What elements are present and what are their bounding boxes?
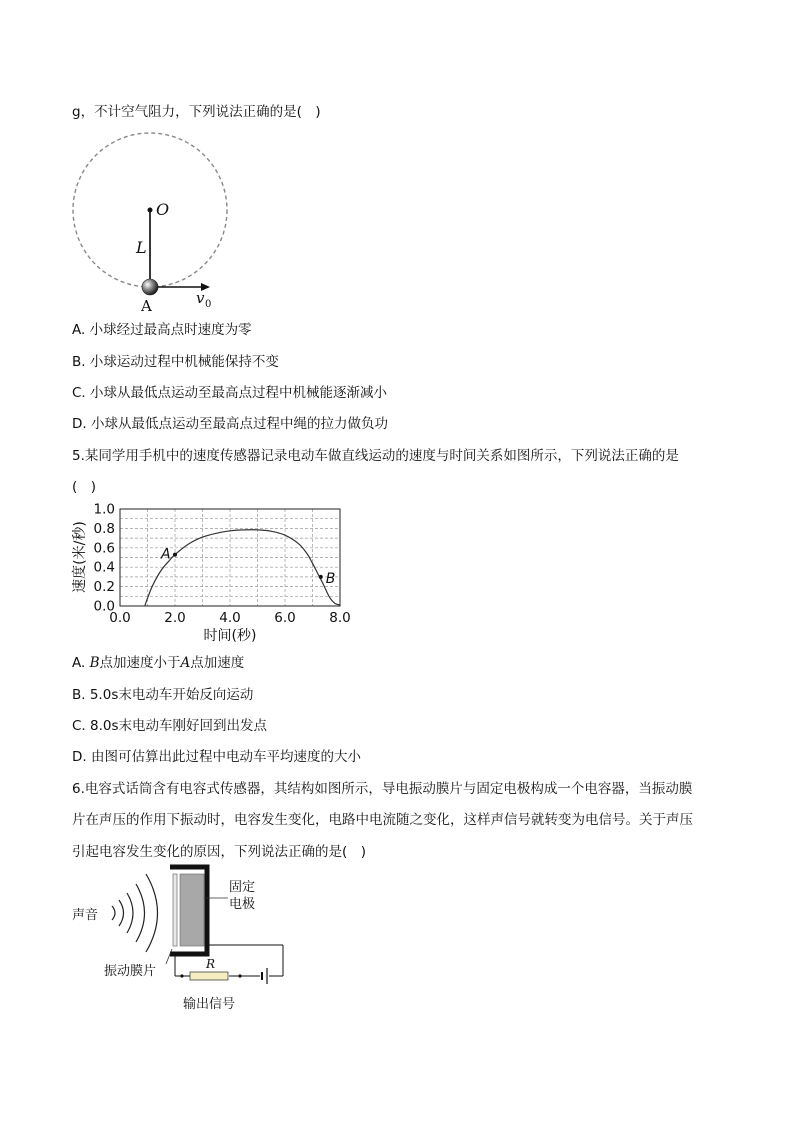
q5-option-a-var-a: A bbox=[180, 655, 191, 671]
sound-wave-3 bbox=[127, 893, 133, 933]
q5-stem-line2: ( ) bbox=[72, 479, 97, 495]
sound-wave-1 bbox=[112, 906, 115, 920]
resistor bbox=[190, 972, 228, 980]
velocity-subscript: 0 bbox=[205, 299, 212, 310]
electrode-label-2: 电极 bbox=[229, 897, 256, 912]
length-label: L bbox=[136, 238, 147, 257]
q5-option-b: B. 5.0s末电动车开始反向运动 bbox=[72, 687, 254, 703]
y-tick-label: 0.6 bbox=[93, 540, 115, 557]
q4-stem-tail: g，不计空气阻力，下列说法正确的是( ) bbox=[72, 104, 321, 120]
point-a-label: A bbox=[161, 546, 171, 563]
y-tick-label: 1.0 bbox=[93, 501, 115, 518]
q5-option-a-mid: 点加速度小于 bbox=[99, 655, 181, 671]
q5-option-c: C. 8.0s末电动车刚好回到出发点 bbox=[72, 718, 268, 734]
x-tick-label: 0.0 bbox=[109, 610, 131, 626]
q5-option-a-var-b: B bbox=[89, 655, 100, 671]
velocity-label: v bbox=[196, 289, 205, 307]
q5-option-a bbox=[72, 654, 244, 672]
diaphragm-label: 振动膜片 bbox=[104, 964, 157, 979]
x-tick-label: 4.0 bbox=[219, 610, 241, 626]
sound-wave-5 bbox=[146, 874, 158, 952]
q6-stem-line3: 引起电容发生变化的原因，下列说法正确的是( ) bbox=[72, 844, 367, 860]
output-terminal-right bbox=[238, 974, 241, 977]
x-tick-label: 8.0 bbox=[329, 610, 351, 626]
point-b-label: B bbox=[325, 570, 336, 587]
velocity-curve bbox=[145, 530, 340, 606]
q4-option-b: B. 小球运动过程中机械能保持不变 bbox=[72, 354, 279, 370]
q4-option-a: A. 小球经过最高点时速度为零 bbox=[72, 322, 252, 338]
q5-option-d: D. 由图可估算出此过程中电动车平均速度的大小 bbox=[72, 749, 361, 765]
pendulum-figure bbox=[60, 130, 250, 315]
point-a-label: A bbox=[141, 297, 152, 315]
q5-option-a-letter: A. bbox=[72, 655, 90, 671]
q5-option-a-tail: 点加速度 bbox=[190, 655, 245, 671]
point-o-label: O bbox=[156, 200, 170, 219]
q4-option-d: D. 小球从最低点运动至最高点过程中绳的拉力做负功 bbox=[72, 416, 388, 432]
sound-label: 声音 bbox=[72, 908, 99, 923]
y-tick-label: 0.8 bbox=[93, 520, 115, 537]
condenser-mic-figure bbox=[66, 864, 306, 1014]
velocity-time-chart bbox=[66, 496, 366, 650]
q6-stem-line2: 片在声压的作用下振动时，电容发生变化，电路中电流随之变化，这样声信号就转变为电信号。关于声压 bbox=[72, 812, 693, 828]
diaphragm bbox=[173, 874, 177, 946]
electrode-label-1: 固定 bbox=[229, 880, 256, 895]
point-a-marker bbox=[173, 553, 177, 557]
q5-stem-line1: 5.某同学用手机中的速度传感器记录电动车做直线运动的速度与时间关系如图所示，下列说法正确的是 bbox=[72, 448, 679, 464]
output-terminal-left bbox=[180, 974, 183, 977]
sound-wave-4 bbox=[136, 884, 145, 942]
y-tick-label: 0.2 bbox=[93, 579, 115, 596]
resistor-label: R bbox=[206, 957, 216, 971]
pivot-point bbox=[148, 208, 153, 213]
q6-stem-line1: 6.电容式话筒含有电容式传感器，其结构如图所示，导电振动膜片与固定电极构成一个电容器，当振动膜 bbox=[72, 781, 693, 797]
x-tick-label: 6.0 bbox=[274, 610, 296, 626]
y-tick-label: 0.0 bbox=[93, 598, 115, 615]
y-axis-label: 速度(米/秒) bbox=[72, 521, 88, 593]
sound-wave-2 bbox=[119, 900, 124, 926]
q4-option-c: C. 小球从最低点运动至最高点过程中机械能逐渐减小 bbox=[72, 385, 388, 401]
ball bbox=[142, 279, 158, 295]
output-label: 输出信号 bbox=[183, 997, 236, 1012]
x-axis-label: 时间(秒) bbox=[203, 628, 257, 644]
fixed-electrode bbox=[180, 874, 204, 946]
point-b-marker bbox=[319, 575, 323, 579]
y-tick-label: 0.4 bbox=[93, 559, 115, 576]
x-tick-label: 2.0 bbox=[164, 610, 186, 626]
